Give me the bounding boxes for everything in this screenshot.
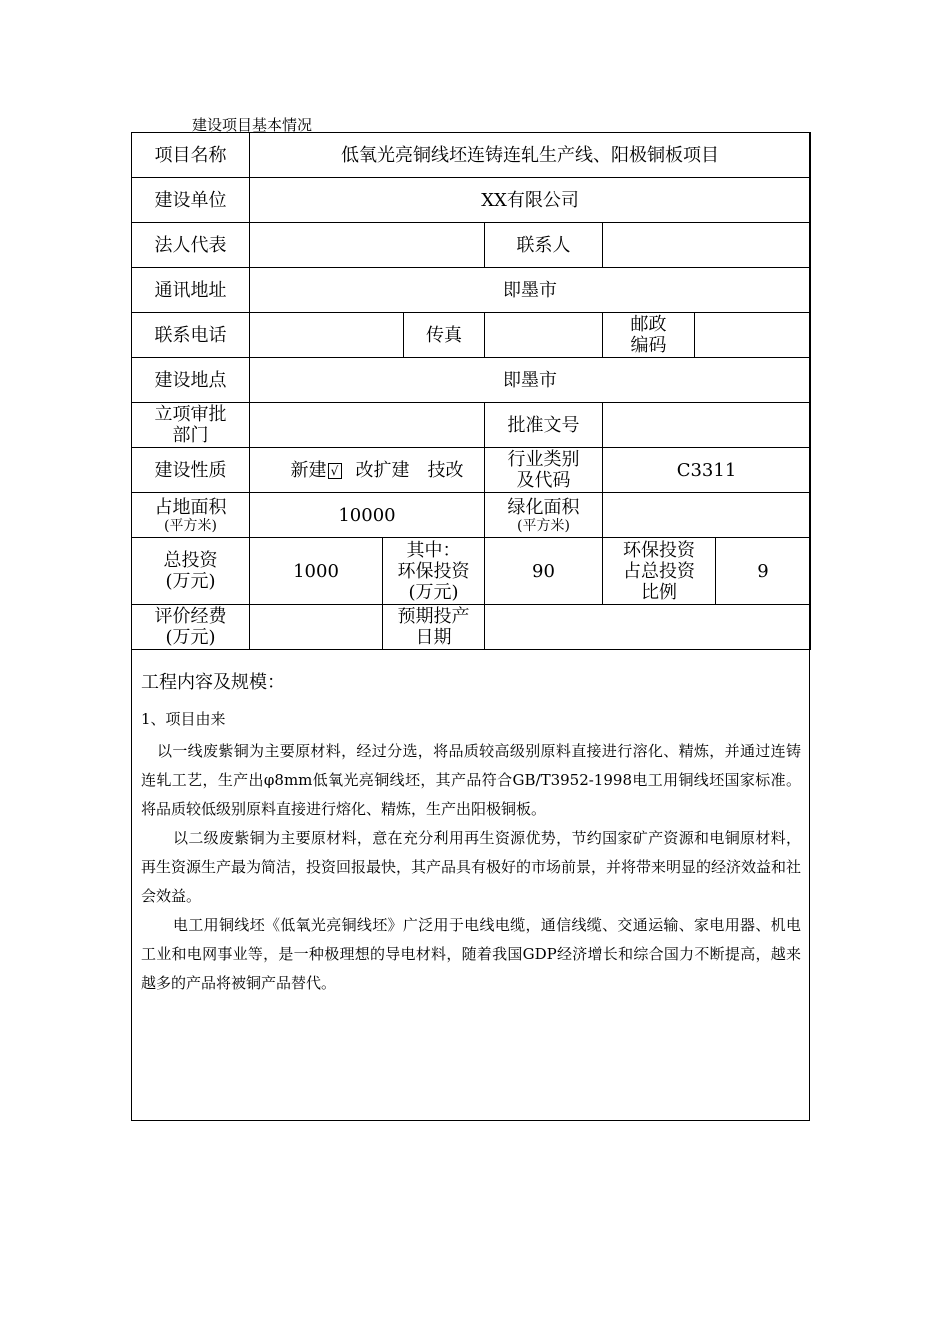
project-name-value: 低氧光亮铜线坯连铸连轧生产线、阳极铜板项目 [250,133,811,178]
env-ratio-label-line2: 占总投资 [623,560,695,582]
env-ratio-label-line1: 环保投资 [623,539,695,561]
green-label-text: 绿化面积 [507,496,580,518]
approval-dept-label [132,403,250,448]
eval-fee-label-line2: (万元) [165,627,216,648]
area-label-text: 占地面积 [154,496,227,518]
env-invest-label-line2: 环保投资 [397,560,470,582]
env-ratio-value: 9 [716,538,811,605]
approval-no-label: 批准文号 [485,403,603,448]
green-value [603,493,811,538]
invest-label-line2: (万元) [165,571,216,592]
start-date-label-line2: 日期 [415,627,452,648]
area-label [132,493,250,538]
industry-value: C3311 [603,448,811,493]
address-label: 通讯地址 [132,268,250,313]
contact-label: 联系人 [485,223,603,268]
phone-label: 联系电话 [132,313,250,358]
start-date-label [383,605,485,650]
env-ratio-label [603,538,716,605]
nature-label: 建设性质 [132,448,250,493]
eval-fee-value [250,605,383,650]
builder-value: XX有限公司 [250,178,811,223]
postcode-label [603,313,695,358]
site-label: 建设地点 [132,358,250,403]
env-invest-value: 90 [485,538,603,605]
env-invest-label [383,538,485,605]
green-label [485,493,603,538]
content-paragraph-3: 电工用铜线坯《低氧光亮铜线坯》广泛用于电线电缆，通信线缆、交通运输、家电用器、机电工业和电网事业等，是一种极理想的导电材料，随着我国GDP经济增长和综合国力不断提高，越来越多的产品将被铜产品替代。 [141,916,801,992]
area-unit: (平方米) [164,517,217,534]
nature-new-option: 新建 [290,459,327,481]
invest-label-line1: 总投资 [163,550,218,571]
project-content-section [141,668,801,998]
project-name-label: 项目名称 [132,133,250,178]
eval-fee-label-line1: 评价经费 [154,606,227,627]
invest-label [132,538,250,605]
approval-dept-label-line1: 立项审批 [154,404,227,425]
industry-label-line2: 及代码 [516,470,571,491]
postcode-value [695,313,811,358]
approval-dept-value [250,403,485,448]
fax-label: 传真 [404,313,485,358]
legal-rep-label: 法人代表 [132,223,250,268]
builder-label: 建设单位 [132,178,250,223]
legal-rep-value [250,223,485,268]
content-subheading: 1、项目由来 [141,710,226,728]
nature-options [250,448,485,493]
env-invest-label-line3: (万元) [408,581,459,603]
industry-label-line1: 行业类别 [507,449,580,470]
env-ratio-label-line3: 比例 [641,581,677,603]
env-invest-label-line1: 其中： [406,539,461,561]
area-value: 10000 [250,493,485,538]
document-caption: 建设项目基本情况 [192,116,313,134]
project-info-table [131,132,811,650]
eval-fee-label [132,605,250,650]
fax-value [485,313,603,358]
address-value: 即墨市 [250,268,811,313]
content-paragraph-2: 以二级废紫铜为主要原材料，意在充分利用再生资源优势，节约国家矿产资源和电铜原材料，再生资源生产最为简洁，投资回报最快，其产品具有极好的市场前景，并将带来明显的经济效益和社会效益。 [141,829,802,905]
green-unit: (平方米) [517,517,570,534]
site-value: 即墨市 [250,358,811,403]
content-heading: 工程内容及规模： [141,672,285,693]
nature-expand-option: 改扩建 [355,459,410,481]
phone-value [250,313,404,358]
start-date-label-line1: 预期投产 [397,606,470,627]
nature-tech-option: 技改 [427,459,464,481]
postcode-label-line1: 邮政 [630,314,667,335]
approval-dept-label-line2: 部门 [172,425,209,446]
contact-value [603,223,811,268]
invest-value: 1000 [250,538,383,605]
start-date-value [485,605,811,650]
nature-new-checkbox: √ [328,463,342,479]
content-paragraph-1: 以一线废紫铜为主要原材料，经过分选，将品质较高级别原料直接进行溶化、精炼，并通过连铸连轧工艺，生产出φ8mm低氧光亮铜线坯，其产品符合GB/T3952-1998电工用铜线坯国家标准。将品质较低级别原料直接进行熔化、精炼，生产出阳极铜板。 [141,742,801,818]
postcode-label-line2: 编码 [630,335,667,356]
industry-label [485,448,603,493]
approval-no-value [603,403,811,448]
